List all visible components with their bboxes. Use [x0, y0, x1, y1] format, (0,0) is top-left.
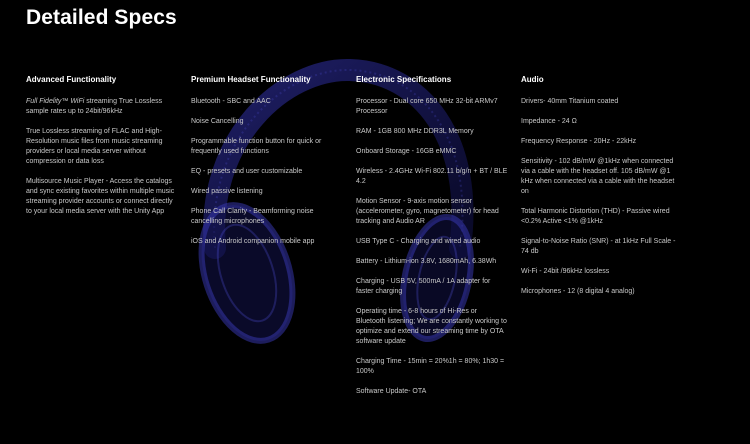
- column-heading: Advanced Functionality: [26, 75, 117, 84]
- spec-item: Software Update- OTA: [356, 388, 427, 395]
- spec-item: Signal-to-Noise Ratio (SNR) - at 1kHz Full Scale - 74 db: [521, 238, 676, 255]
- specs-column-audio: [521, 75, 681, 307]
- spec-item: Programmable function button for quick or frequently used functions: [191, 138, 322, 155]
- spec-item-emphasis: Full Fidelity™ WiFi: [26, 98, 85, 105]
- spec-item: Noise Cancelling: [191, 118, 244, 125]
- spec-item: Microphones - 12 (8 digital 4 analog): [521, 288, 635, 295]
- specs-column-premium-headset: [191, 75, 343, 257]
- spec-item: Sensitivity - 102 dB/mW @1kHz when connected via a cable with the headset off. 105 dB/mW @1 kHz when connected via a cable with the headset on: [521, 158, 675, 195]
- spec-item: iOS and Android companion mobile app: [191, 238, 315, 245]
- spec-item-text: streaming True Lossless sample rates up to 24bit/96kHz: [26, 98, 163, 115]
- spec-item: True Lossless streaming of FLAC and High-Resolution music files from music streaming providers or local media server without compression or data loss: [26, 128, 163, 165]
- spec-item: Total Harmonic Distortion (THD) - Passive wired <0.2% Active <1% @1kHz: [521, 208, 670, 225]
- spec-item: Phone Call Clarity - Beamforming noise cancelling microphones: [191, 208, 314, 225]
- specs-column-advanced-functionality: [26, 75, 178, 227]
- spec-item: Bluetooth - SBC and AAC: [191, 98, 271, 105]
- spec-item: USB Type C - Charging and wired audio: [356, 238, 481, 245]
- spec-item: RAM - 1GB 800 MHz DDR3L Memory: [356, 128, 474, 135]
- spec-item: EQ - presets and user customizable: [191, 168, 303, 175]
- spec-item: Frequency Response - 20Hz - 22kHz: [521, 138, 637, 145]
- page-title: Detailed Specs: [26, 6, 177, 29]
- specs-column-electronic: [356, 75, 508, 407]
- column-heading: Electronic Specifications: [356, 75, 452, 84]
- spec-item: Processor - Dual core 650 MHz 32-bit ARMv7 Processor: [356, 98, 498, 115]
- spec-item: Wi-Fi - 24bit /96kHz lossless: [521, 268, 610, 275]
- spec-item: Charging - USB 5V, 500mA / 1A adapter for faster charging: [356, 278, 491, 295]
- spec-item: Drivers- 40mm Titanium coated: [521, 98, 619, 105]
- spec-item: Onboard Storage - 16GB eMMC: [356, 148, 457, 155]
- spec-item: Wired passive listening: [191, 188, 263, 195]
- spec-item: Operating time - 6-8 hours of Hi-Res or Bluetooth listening; We are constantly working to optimize and extend our streaming time by OTA software update: [356, 308, 507, 345]
- column-heading: Premium Headset Functionality: [191, 75, 311, 84]
- spec-item: Wireless - 2.4GHz Wi-Fi 802.11 b/g/n + BT / BLE 4.2: [356, 168, 508, 185]
- spec-item: Impedance - 24 Ω: [521, 118, 577, 125]
- spec-item: Charging Time - 15min = 20%1h = 80%; 1h30 = 100%: [356, 358, 505, 375]
- column-heading: Audio: [521, 75, 544, 84]
- spec-item: Multisource Music Player - Access the catalogs and sync existing favorites within multiple music streaming provider accounts or connect directly to your local media server with the Unity App: [26, 178, 175, 215]
- spec-item: Battery - Lithium-ion 3.8V, 1680mAh, 6.38Wh: [356, 258, 497, 265]
- spec-item: Motion Sensor - 9-axis motion sensor (accelerometer, gyro, magnetometer) for head tracking and Audio AR: [356, 198, 499, 225]
- spec-item: [26, 97, 178, 117]
